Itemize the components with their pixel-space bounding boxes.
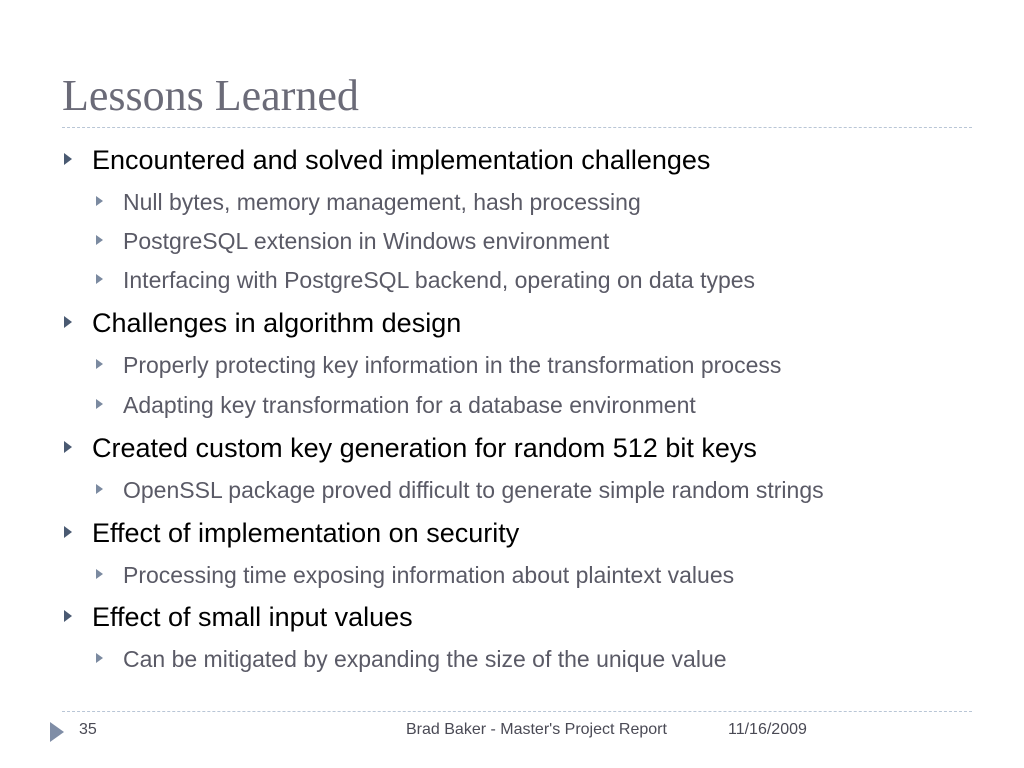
sub-bullet-text: Interfacing with PostgreSQL backend, operating on data types <box>123 267 756 293</box>
sub-bullet-text: PostgreSQL extension in Windows environment <box>123 228 610 254</box>
sub-bullet-arrow-icon <box>96 569 103 579</box>
sub-bullet-text: Can be mitigated by expanding the size of the unique value <box>123 646 727 672</box>
footer-triangle-icon <box>50 722 64 742</box>
slide-title: Lessons Learned <box>62 71 359 120</box>
sub-bullet-arrow-icon <box>96 399 103 409</box>
bullet-arrow-icon <box>64 526 72 538</box>
footer-divider <box>62 711 972 712</box>
slide-number: 35 <box>79 721 97 738</box>
bullet-arrow-icon <box>64 610 72 622</box>
footer-text: Brad Baker - Master's Project Report <box>406 721 667 738</box>
bullet-text: Effect of implementation on security <box>92 518 520 548</box>
bullet-arrow-icon <box>64 153 72 165</box>
sub-bullet-text: Properly protecting key information in the transformation process <box>123 352 782 378</box>
bullet-arrow-icon <box>64 441 72 453</box>
bullet-text: Encountered and solved implementation challenges <box>92 145 711 175</box>
sub-bullet-text: Null bytes, memory management, hash processing <box>123 189 641 215</box>
bullet-text: Created custom key generation for random 512 bit keys <box>92 433 757 463</box>
sub-bullet-text: Processing time exposing information about plaintext values <box>123 562 735 588</box>
sub-bullet-text: Adapting key transformation for a database environment <box>123 392 696 418</box>
bullet-text: Challenges in algorithm design <box>92 308 462 338</box>
footer-date: 11/16/2009 <box>728 721 807 738</box>
sub-bullet-arrow-icon <box>96 274 103 284</box>
sub-bullet-arrow-icon <box>96 235 103 245</box>
bullet-text: Effect of small input values <box>92 602 413 632</box>
sub-bullet-arrow-icon <box>96 359 103 369</box>
title-divider <box>62 127 972 128</box>
sub-bullet-arrow-icon <box>96 196 103 206</box>
sub-bullet-text: OpenSSL package proved difficult to generate simple random strings <box>123 477 824 503</box>
bullet-arrow-icon <box>64 316 72 328</box>
sub-bullet-arrow-icon <box>96 653 103 663</box>
sub-bullet-arrow-icon <box>96 484 103 494</box>
